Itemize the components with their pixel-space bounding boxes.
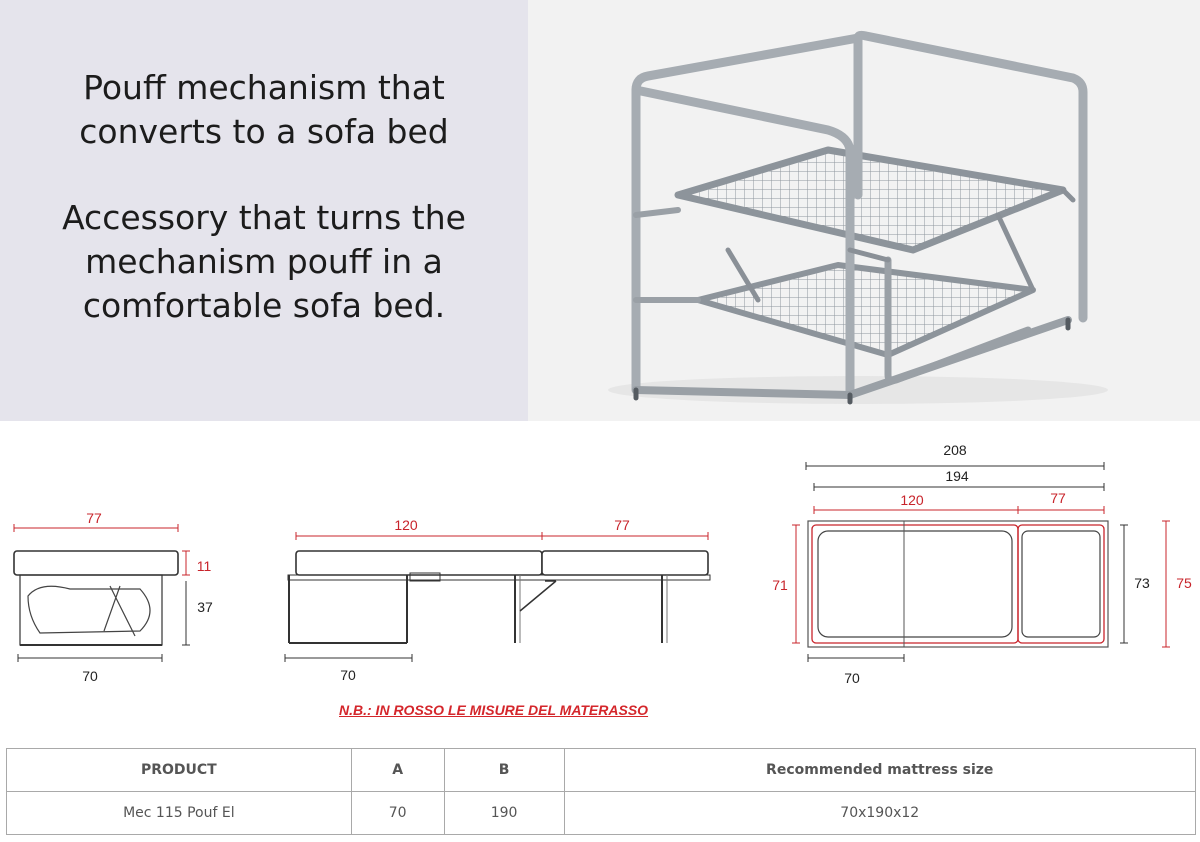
- intro-panel: [0, 0, 528, 421]
- closed-total-height-label: 37: [197, 599, 213, 615]
- side-extension-length-label: 77: [614, 517, 630, 533]
- top-total-width-label: 75: [1176, 575, 1192, 591]
- cell-product: Mec 115 Pouf El: [7, 792, 352, 835]
- description-line-2: mechanism pouff in a: [85, 242, 443, 281]
- top-total-length-label: 208: [943, 442, 967, 458]
- cell-mattress-size: 70x190x12: [564, 792, 1196, 835]
- product-spec-table: [6, 748, 1196, 835]
- header-product: PRODUCT: [7, 749, 352, 792]
- pouf-mechanism-illustration: [528, 0, 1200, 421]
- top-view-drawing: [772, 442, 1192, 686]
- header-b: B: [444, 749, 564, 792]
- closed-width-label: 77: [86, 510, 102, 526]
- title-line-2: converts to a sofa bed: [79, 112, 449, 151]
- cell-a: 70: [351, 792, 444, 835]
- top-depth-label: 70: [844, 670, 860, 686]
- closed-cushion-height-label: 11: [196, 558, 212, 574]
- header-mattress-size: Recommended mattress size: [564, 749, 1196, 792]
- title-line-1: Pouff mechanism that: [83, 68, 445, 107]
- header-a: A: [351, 749, 444, 792]
- mattress-measurements-note: N.B.: IN ROSSO LE MISURE DEL MATERASSO: [339, 702, 649, 718]
- top-frame-length-label: 194: [945, 468, 969, 484]
- side-seat-length-label: 120: [394, 517, 418, 533]
- closed-depth-label: 70: [82, 668, 98, 684]
- description-line-3: comfortable sofa bed.: [82, 286, 446, 325]
- top-seat-length-label: 120: [900, 492, 924, 508]
- top-frame-width-label: 73: [1134, 575, 1150, 591]
- table-header-row: [7, 749, 1196, 792]
- closed-view-drawing: [14, 510, 213, 684]
- side-view-drawing: [285, 517, 710, 683]
- top-extension-length-label: 77: [1050, 490, 1066, 506]
- dimension-diagrams: [0, 421, 1200, 741]
- product-photo: [528, 0, 1200, 421]
- cell-b: 190: [444, 792, 564, 835]
- top-mattress-width-label: 71: [772, 577, 788, 593]
- description-line-1: Accessory that turns the: [62, 198, 466, 237]
- technical-drawings: [0, 421, 1200, 741]
- side-depth-label: 70: [340, 667, 356, 683]
- table-row: [7, 792, 1196, 835]
